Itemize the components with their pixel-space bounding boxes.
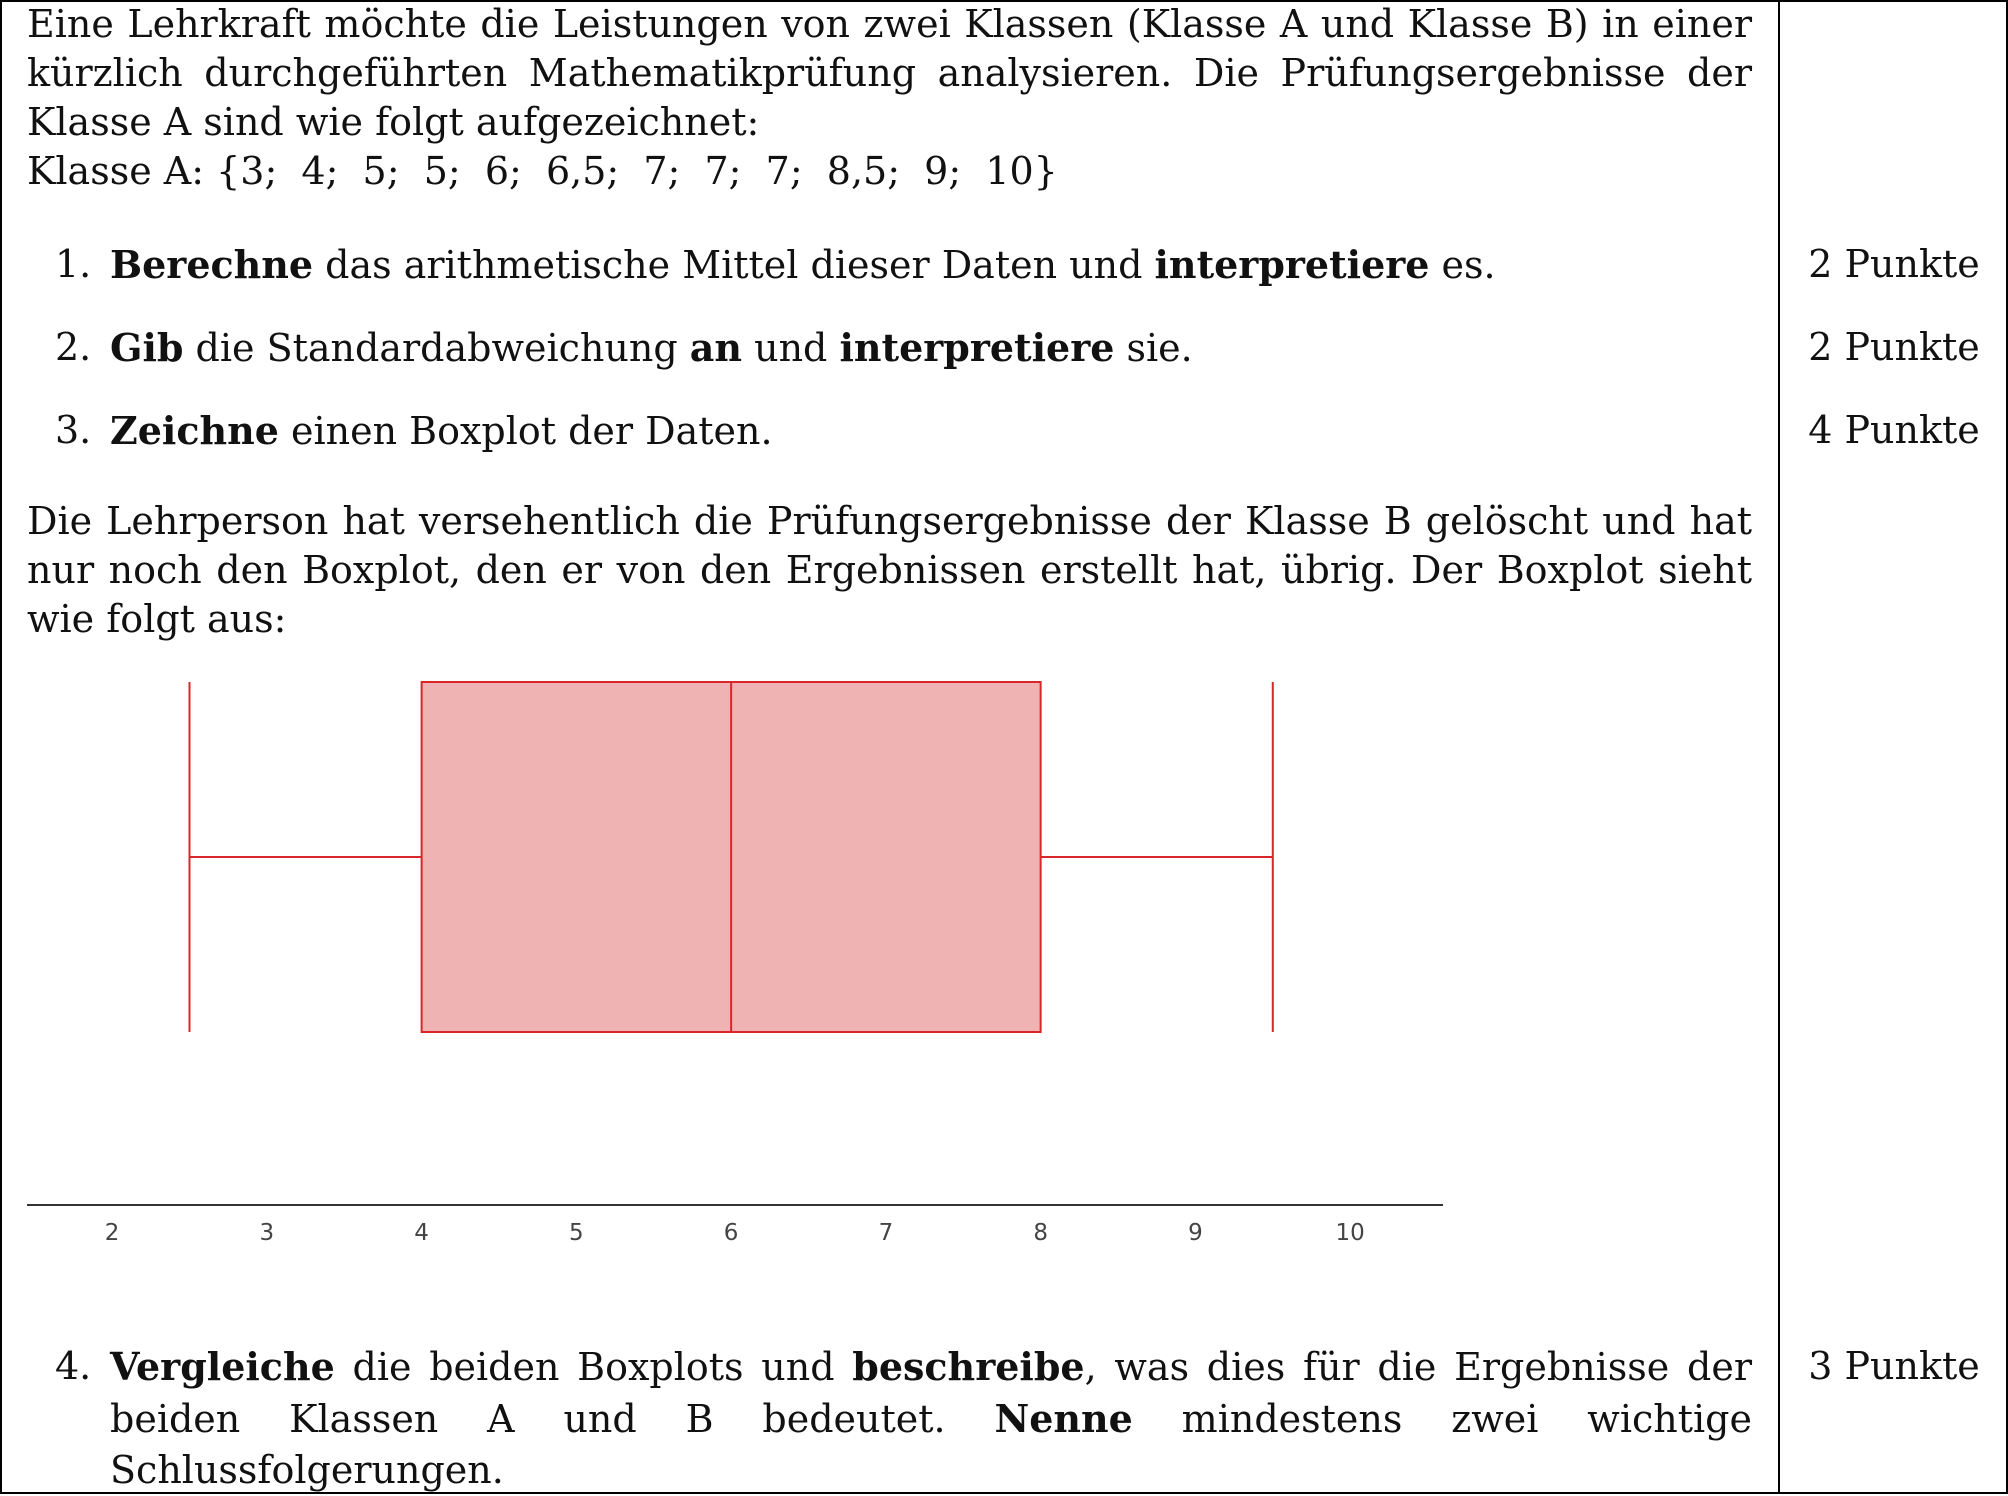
x-tick-label: 10 xyxy=(1335,1220,1365,1246)
task-text-part: sie. xyxy=(1114,326,1193,370)
x-tick-label: 6 xyxy=(723,1220,739,1246)
task-verb: beschreibe xyxy=(852,1344,1085,1389)
intro-paragraph: Eine Lehrkraft möchte die Leistungen von zwei Klassen (Klasse A und Klasse B) in einer kürzlich durchgeführten Mathematikprüfung analysieren. Die Prüfungsergebnisse der Klasse A sind wie folgt aufgezeichnet: xyxy=(27,2,1752,144)
task-text xyxy=(110,239,1752,291)
x-tick-label: 4 xyxy=(414,1220,429,1246)
middle-paragraph: Die Lehrperson hat versehentlich die Prüfungsergebnisse der Klasse B gelöscht und hat nur noch den Boxplot, den er von den Ergebnissen erstellt hat, übrig. Der Boxplot sieht wie folgt aus: xyxy=(27,499,1752,641)
x-tick-label: 8 xyxy=(1033,1220,1048,1246)
x-tick-label: 5 xyxy=(569,1220,584,1246)
x-tick-label: 9 xyxy=(1188,1220,1203,1246)
x-tick-label: 7 xyxy=(878,1220,894,1246)
task-3-points: 4 Punkte xyxy=(1808,408,1980,452)
task-verb: Gib xyxy=(110,325,184,370)
task-1 xyxy=(27,239,1752,290)
class-a-data xyxy=(27,147,1752,196)
task-text xyxy=(110,1341,1752,1496)
x-tick-label: 2 xyxy=(104,1220,120,1246)
task-verb: Zeichne xyxy=(110,408,279,453)
task-2 xyxy=(27,322,1752,373)
middle-text xyxy=(27,497,1752,644)
task-3 xyxy=(27,405,1752,456)
task-text xyxy=(110,405,1752,457)
task-2-points: 2 Punkte xyxy=(1808,325,1980,369)
task-verb: interpretiere xyxy=(839,325,1115,370)
task-text-part: die Standardabweichung xyxy=(183,326,690,370)
task-verb: interpretiere xyxy=(1154,242,1430,287)
task-text-part: , was dies für die Ergebnisse der beiden Klassen A und B bedeutet. xyxy=(110,1345,1753,1441)
x-axis-ticks xyxy=(105,1220,1365,1246)
intro-text xyxy=(27,0,1752,196)
task-number: 4. xyxy=(55,1344,92,1388)
task-text-part: das arithmetische Mittel dieser Daten und xyxy=(313,243,1155,287)
task-4-points: 3 Punkte xyxy=(1808,1344,1980,1388)
task-text-part: mindestens zwei wichtige Schlussfolgerungen. xyxy=(110,1397,1752,1492)
x-tick-label: 3 xyxy=(259,1220,275,1246)
task-text xyxy=(110,322,1752,374)
task-number: 3. xyxy=(55,408,92,452)
task-verb: Berechne xyxy=(110,242,314,287)
task-verb: Vergleiche xyxy=(110,1344,335,1389)
task-verb: an xyxy=(689,325,743,370)
task-1-points: 2 Punkte xyxy=(1808,242,1980,286)
task-verb: Nenne xyxy=(994,1396,1133,1441)
class-a-values: {3; 4; 5; 5; 6; 6,5; 7; 7; 7; 8,5; 9; 10} xyxy=(216,149,1058,193)
task-number: 2. xyxy=(55,325,92,369)
points-column-separator xyxy=(1778,0,1780,1492)
task-4 xyxy=(27,1341,1753,1492)
task-text-part: und xyxy=(742,326,840,370)
task-text-part: es. xyxy=(1429,243,1496,287)
class-a-label: Klasse A: xyxy=(27,149,205,193)
task-text-part: einen Boxplot der Daten. xyxy=(278,409,773,453)
task-number: 1. xyxy=(55,242,92,286)
class-b-boxplot xyxy=(0,640,1460,1260)
task-text-part: die beiden Boxplots und xyxy=(334,1345,853,1389)
